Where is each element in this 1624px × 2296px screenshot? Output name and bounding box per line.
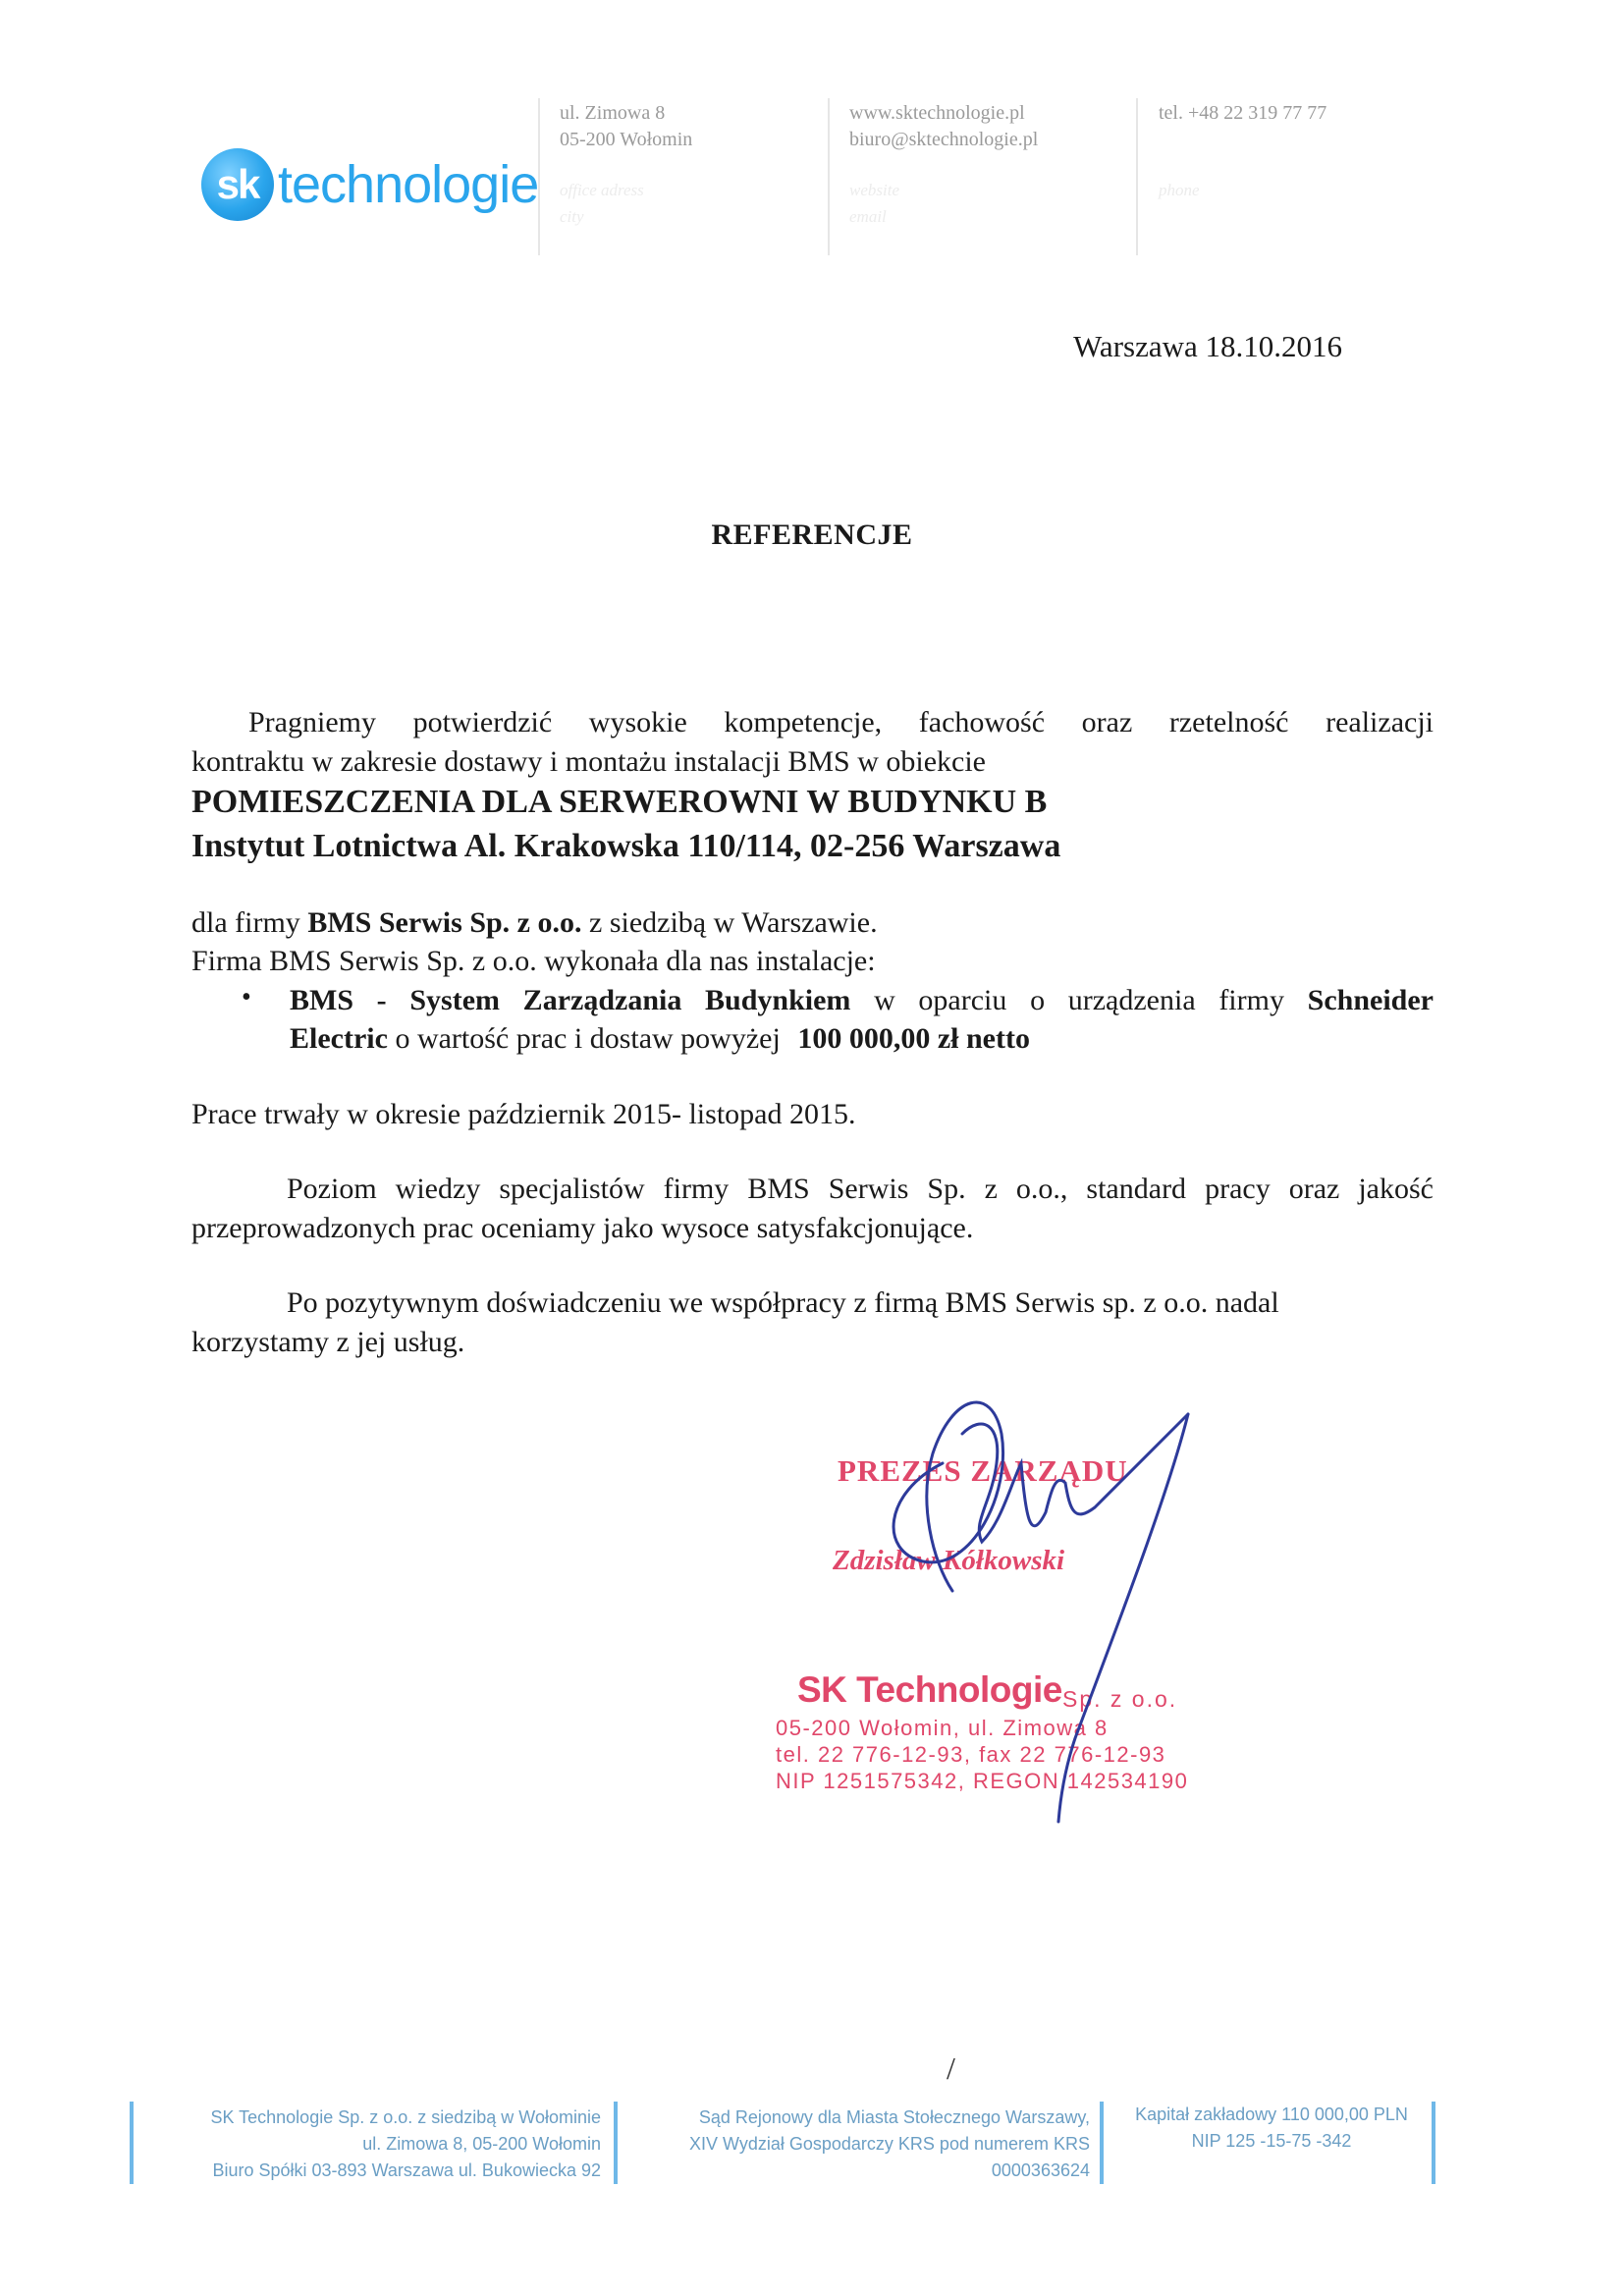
object-address: Instytut Lotnictwa Al. Krakowska 110/114, 02-256 Warszawa <box>191 828 1061 864</box>
caption-website: website <box>849 181 899 199</box>
footer-court-line: XIV Wydział Gospodarczy KRS pod numerem KRS <box>689 2134 1090 2154</box>
company-logo <box>201 142 538 226</box>
footer-court-line: Sąd Rejonowy dla Miasta Stołecznego Warszawy, <box>698 2107 1090 2127</box>
period-line: Prace trwały w okresie październik 2015- listopad 2015. <box>191 1098 856 1130</box>
body-p4-line1: Po pozytywnym doświadczeniu we współpracy z firmą BMS Serwis sp. z o.o. nadal <box>287 1286 1279 1319</box>
bullet-value: 100 000,00 zł netto <box>797 1022 1030 1055</box>
letterhead-address <box>560 100 692 153</box>
letterhead-divider <box>1136 98 1138 255</box>
stamp-signer-name: Zdzisław Kółkowski <box>833 1545 1065 1576</box>
stamp-company-suffix: Sp. z o.o. <box>1062 1686 1178 1712</box>
footer-court-line: 0000363624 <box>991 2160 1090 2180</box>
bullet-line2 <box>290 1020 1434 1058</box>
for-company-pre: dla firmy <box>191 906 300 939</box>
letterhead-address-caption <box>560 177 644 230</box>
bullet-vendor-2: Electric <box>290 1022 388 1055</box>
footer-divider <box>1432 2102 1435 2184</box>
stamp-address: 05-200 Wołomin, ul. Zimowa 8 <box>776 1716 1109 1740</box>
footer-divider <box>614 2102 618 2184</box>
bullet-system-name: BMS - System Zarządzania Budynkiem <box>290 984 851 1016</box>
bullet-line1 <box>290 982 1434 1019</box>
bullet-text2: o wartość prac i dostaw powyżej <box>395 1022 781 1055</box>
stamp-ids: NIP 1251575342, REGON 142534190 <box>776 1769 1189 1793</box>
address-city: 05-200 Wołomin <box>560 129 693 150</box>
bullet-vendor-1: Schneider <box>1307 984 1434 1016</box>
performed-line: Firma BMS Serwis Sp. z o.o. wykonała dla nas instalacje: <box>191 945 876 977</box>
website-text: www.sktechnologie.pl <box>849 102 1025 124</box>
letterhead-divider <box>538 98 540 255</box>
stamp-title: PREZES ZARZĄDU <box>838 1453 1128 1488</box>
address-street: ul. Zimowa 8 <box>560 102 666 124</box>
for-company-post: z siedzibą w Warszawie. <box>589 906 878 939</box>
letterhead-phone-caption: phone <box>1159 181 1200 199</box>
footer-court-info <box>628 2105 1090 2184</box>
for-company-name: BMS Serwis Sp. z o.o. <box>307 906 582 939</box>
footer-company-info <box>147 2105 601 2184</box>
signature-icon <box>864 1375 1218 1827</box>
letterhead-web <box>849 100 1038 153</box>
for-company-line <box>191 904 1434 942</box>
stamp-company-name: SK Technologie <box>797 1669 1062 1710</box>
letter-date: Warszawa 18.10.2016 <box>1073 329 1342 363</box>
body-p3-line1: Poziom wiedzy specjalistów firmy BMS Serwis Sp. z o.o., standard pracy oraz jakość <box>287 1173 1434 1205</box>
footer-company-line: Biuro Spółki 03-893 Warszawa ul. Bukowiecka 92 <box>212 2160 601 2180</box>
stamp-phones: tel. 22 776-12-93, fax 22 776-12-93 <box>776 1742 1166 1767</box>
letterhead-phone: tel. +48 22 319 77 77 <box>1159 102 1327 124</box>
footer-mark: / <box>947 2050 955 2086</box>
email-text: biuro@sktechnologie.pl <box>849 129 1039 150</box>
logo-badge: sk <box>201 148 274 221</box>
footer-capital-info <box>1110 2102 1434 2155</box>
footer-divider <box>1100 2102 1104 2184</box>
footer-company-line: SK Technologie Sp. z o.o. z siedzibą w Wołominie <box>210 2107 601 2127</box>
caption-office: office adress <box>560 181 644 199</box>
footer-company-line: ul. Zimowa 8, 05-200 Wołomin <box>362 2134 601 2154</box>
footer-divider <box>130 2102 134 2184</box>
bullet-text1: w oparciu o urządzenia firmy <box>874 984 1284 1016</box>
logo-wordmark: technologie <box>278 154 539 214</box>
footer-nip-line: NIP 125 -15-75 -342 <box>1191 2131 1352 2151</box>
letter-heading: REFERENCJE <box>711 519 913 551</box>
footer-capital-line: Kapitał zakładowy 110 000,00 PLN <box>1135 2105 1408 2124</box>
body-p3-line2: przeprowadzonych prac oceniamy jako wysoce satysfakcjonujące. <box>191 1212 974 1244</box>
body-p4-line2: korzystamy z jej usług. <box>191 1326 465 1358</box>
bullet-icon: • <box>242 982 251 1012</box>
object-name: POMIESZCZENIA DLA SERWEROWNI W BUDYNKU B <box>191 784 1048 820</box>
caption-email: email <box>849 207 887 226</box>
body-p1-line1: Pragniemy potwierdzić wysokie kompetencje, fachowość oraz rzetelność realizacji <box>248 706 1434 738</box>
letterhead-web-caption <box>849 177 899 230</box>
letterhead-divider <box>828 98 830 255</box>
caption-city: city <box>560 207 584 226</box>
body-p1-line2: kontraktu w zakresie dostawy i montażu instalacji BMS w obiekcie <box>191 745 986 778</box>
